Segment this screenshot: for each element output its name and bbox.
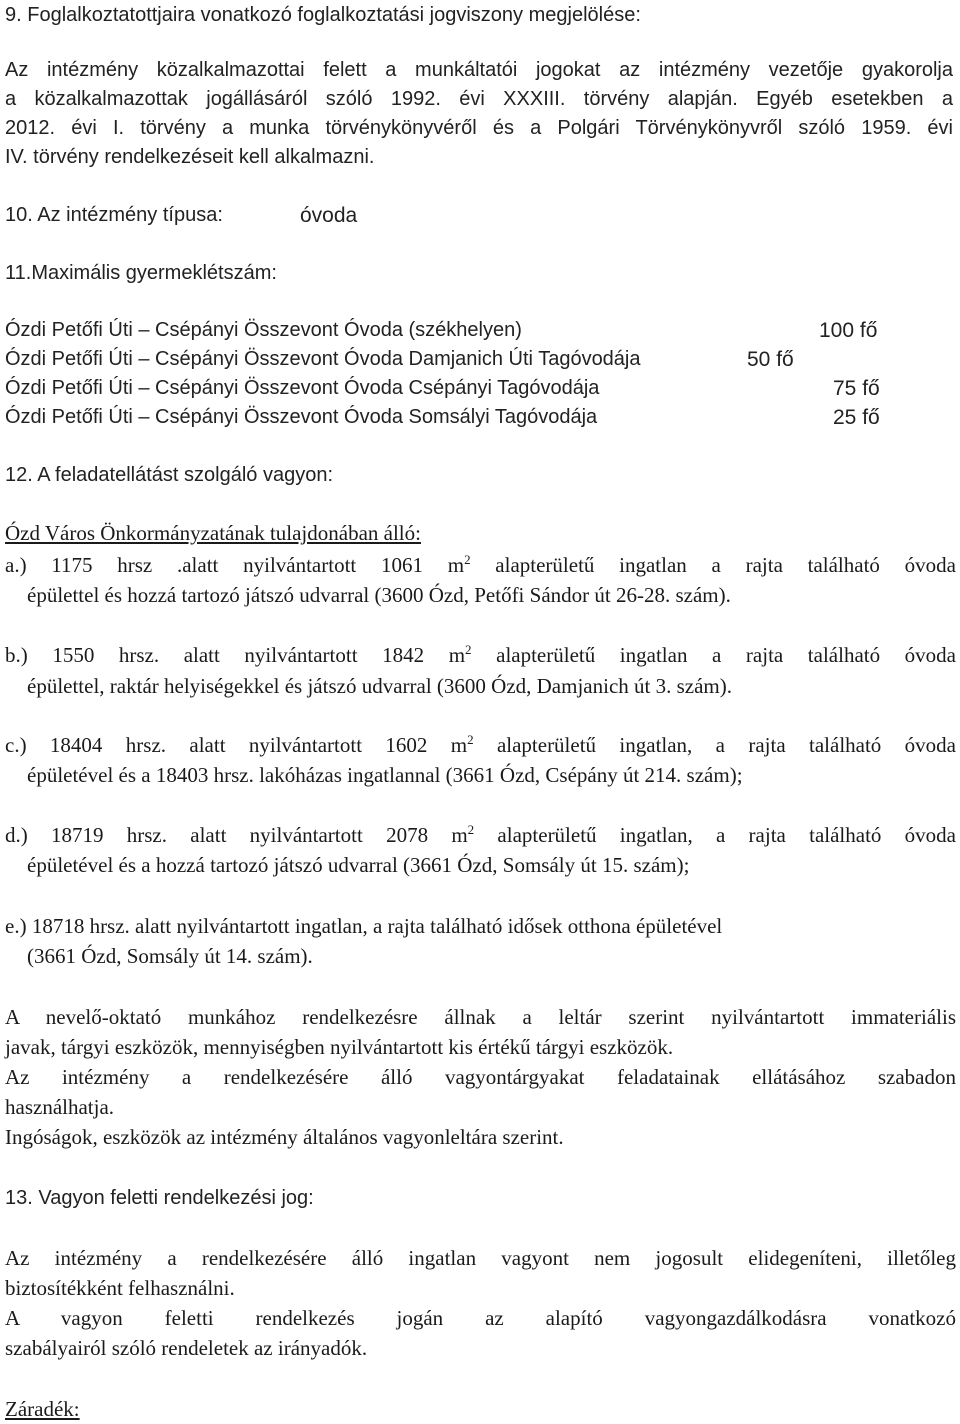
- usage-paragraph-line-1: Az intézmény a rendelkezésére álló vagyontárgyakat feladatainak ellátásához szabadon: [5, 1065, 956, 1089]
- property-e-line-2: (3661 Ózd, Somsály út 14. szám).: [27, 944, 313, 968]
- capacity-row-name: Ózdi Petőfi Úti – Csépányi Összevont Óvoda Csépányi Tagóvodája: [5, 377, 600, 399]
- section-9-heading: 9. Foglalkoztatottjaira vonatkozó foglalkoztatási jogviszony megjelölése:: [5, 4, 641, 26]
- property-d-line-2: épületével és a hozzá tartozó játszó udvarral (3661 Ózd, Somsály út 15. szám);: [27, 853, 690, 877]
- property-d-line-1: d.) 18719 hrsz. alatt nyilvántartott 2078 $m^2$ alapterületű ingatlan, a rajta található óvoda: [5, 822, 956, 847]
- property-a-line-1: a.) 1175 hrsz .alatt nyilvántartott 1061 $m^2$ alapterületű ingatlan a rajta található óvoda: [5, 552, 956, 577]
- section-9-line-4: IV. törvény rendelkezéseit kell alkalmazni.: [5, 146, 375, 168]
- property-b-line-2: épülettel, raktár helyiségekkel és játszó udvarral (3600 Ózd, Damjanich út 3. szám).: [27, 674, 732, 698]
- section-9-line-2: a közalkalmazottak jogállásáról szóló 1992. évi XXXIII. törvény alapján. Egyéb esetekben a: [5, 88, 953, 110]
- usage-paragraph-line-2: használhatja.: [5, 1095, 115, 1119]
- property-a-line-2: épülettel és hozzá tartozó játszó udvarral (3600 Ózd, Petőfi Sándor út 26-28. szám).: [27, 583, 731, 607]
- section-10-label: 10. Az intézmény típusa:: [5, 204, 223, 226]
- property-e-line-1: e.) 18718 hrsz. alatt nyilvántartott ingatlan, a rajta található idősek otthona épületével: [5, 914, 723, 938]
- assets-paragraph-line-2: javak, tárgyi eszközök, mennyiségben nyilvántartott kis értékű tárgyi eszközök.: [5, 1035, 674, 1059]
- section-13-heading: 13. Vagyon feletti rendelkezési jog:: [5, 1187, 314, 1209]
- capacity-row-name: Ózdi Petőfi Úti – Csépányi Összevont Óvoda (székhelyen): [5, 319, 522, 341]
- capacity-row-name: Ózdi Petőfi Úti – Csépányi Összevont Óvoda Somsályi Tagóvodája: [5, 406, 598, 428]
- inventory-paragraph: Ingóságok, eszközök az intézmény általános vagyonleltára szerint.: [5, 1125, 564, 1149]
- owner-heading: Ózd Város Önkormányzatának tulajdonában álló:: [5, 521, 421, 545]
- disposal-paragraph-line-2: biztosítékként felhasználni.: [5, 1276, 235, 1300]
- rules-paragraph-line-2: szabályairól szóló rendeletek az irányadók.: [5, 1336, 368, 1360]
- capacity-row-count: 75 fő: [833, 377, 880, 400]
- capacity-row-name: Ózdi Petőfi Úti – Csépányi Összevont Óvoda Damjanich Úti Tagóvodája: [5, 348, 641, 370]
- capacity-row-count: 50 fő: [747, 348, 794, 371]
- institution-type-value: óvoda: [300, 204, 358, 227]
- capacity-row-count: 25 fő: [833, 406, 880, 429]
- section-9-line-1: Az intézmény közalkalmazottai felett a munkáltatói jogokat az intézmény vezetője gyakorolja: [5, 59, 953, 81]
- property-b-line-1: b.) 1550 hrsz. alatt nyilvántartott 1842 $m^2$ alapterületű ingatlan a rajta található óvoda: [5, 642, 956, 667]
- property-c-line-1: c.) 18404 hrsz. alatt nyilvántartott 1602 $m^2$ alapterületű ingatlan, a rajta található óvoda: [5, 732, 956, 757]
- clause-heading: Záradék:: [5, 1397, 80, 1421]
- disposal-paragraph-line-1: Az intézmény a rendelkezésére álló ingatlan vagyont nem jogosult elidegeníteni, illetőleg: [5, 1246, 956, 1270]
- rules-paragraph-line-1: A vagyon feletti rendelkezés jogán az alapító vagyongazdálkodásra vonatkozó: [5, 1306, 956, 1330]
- capacity-row-count: 100 fő: [819, 319, 878, 342]
- section-11-heading: 11.Maximális gyermeklétszám:: [5, 262, 277, 284]
- section-9-line-3: 2012. évi I. törvény a munka törvénykönyvéről és a Polgári Törvénykönyvről szóló 1959. évi: [5, 117, 953, 139]
- section-12-heading: 12. A feladatellátást szolgáló vagyon:: [5, 464, 334, 486]
- property-c-line-2: épületével és a 18403 hrsz. lakóházas ingatlannal (3661 Ózd, Csépány út 214. szám);: [27, 763, 743, 787]
- assets-paragraph-line-1: A nevelő-oktató munkához rendelkezésre állnak a leltár szerint nyilvántartott immateriális: [5, 1005, 956, 1029]
